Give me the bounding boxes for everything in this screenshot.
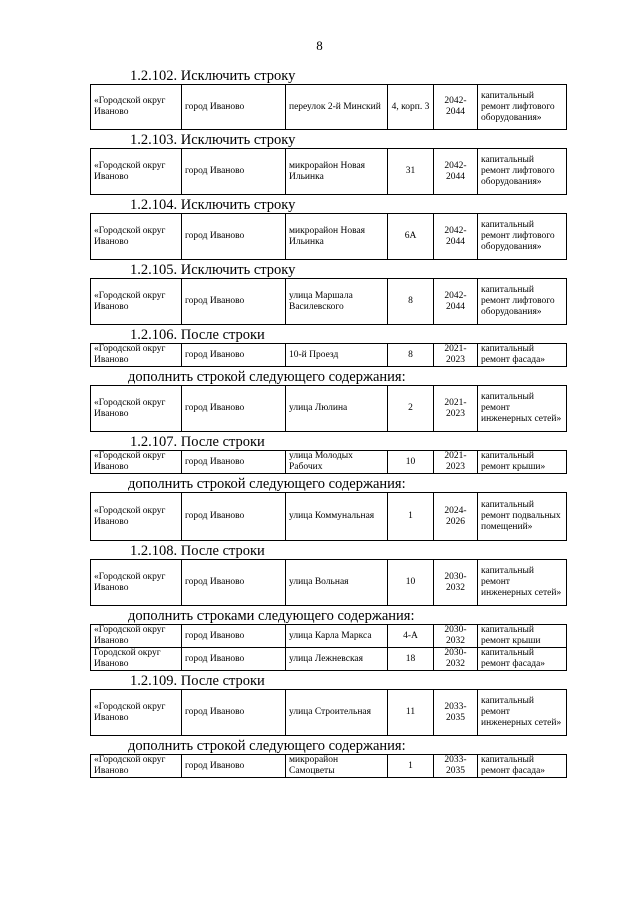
record-table xyxy=(90,754,567,778)
record-table xyxy=(90,624,567,671)
cell-house: 6А xyxy=(388,214,434,260)
cell-house: 18 xyxy=(388,648,434,671)
cell-street: микрорайон Новая Ильинка xyxy=(286,214,388,260)
cell-city: город Иваново xyxy=(182,493,286,541)
table-row xyxy=(91,149,567,195)
cell-city: город Иваново xyxy=(182,214,286,260)
cell-house: 4, корп. 3 xyxy=(388,85,434,130)
cell-street: улица Молодых Рабочих xyxy=(286,451,388,474)
page-number: 8 xyxy=(316,38,323,53)
section-heading: 1.2.105. Исключить строку xyxy=(130,262,296,278)
cell-years: 2042-2044 xyxy=(434,214,478,260)
cell-city: город Иваново xyxy=(182,85,286,130)
cell-street: микрорайон Самоцветы xyxy=(286,755,388,778)
table-row xyxy=(91,560,567,606)
append-heading: дополнить строкой следующего содержания: xyxy=(128,369,406,385)
section-heading: 1.2.107. После строки xyxy=(130,434,265,450)
cell-years: 2042-2044 xyxy=(434,149,478,195)
cell-district: «Городской округ Иваново xyxy=(91,755,182,778)
cell-district: «Городской округ Иваново xyxy=(91,386,182,432)
cell-work: капитальный ремонт фасада» xyxy=(478,648,567,671)
cell-city: город Иваново xyxy=(182,755,286,778)
section-heading: 1.2.103. Исключить строку xyxy=(130,132,296,148)
cell-house: 31 xyxy=(388,149,434,195)
cell-house: 4-А xyxy=(388,625,434,648)
cell-house: 8 xyxy=(388,344,434,367)
append-heading: дополнить строками следующего содержания: xyxy=(128,608,415,624)
cell-work: капитальный ремонт инженерных сетей» xyxy=(478,560,567,606)
cell-years: 2033-2035 xyxy=(434,755,478,778)
cell-street: улица Вольная xyxy=(286,560,388,606)
cell-house: 1 xyxy=(388,755,434,778)
record-table xyxy=(90,213,567,260)
table-row xyxy=(91,755,567,778)
cell-years: 2021-2023 xyxy=(434,344,478,367)
cell-work: капитальный ремонт фасада» xyxy=(478,344,567,367)
cell-work: капитальный ремонт лифтового оборудования» xyxy=(478,149,567,195)
cell-district: «Городской округ Иваново xyxy=(91,344,182,367)
table-row xyxy=(91,451,567,474)
cell-years: 2042-2044 xyxy=(434,279,478,325)
cell-street: микрорайон Новая Ильинка xyxy=(286,149,388,195)
record-table xyxy=(90,450,567,474)
cell-work: капитальный ремонт крыши xyxy=(478,625,567,648)
cell-years: 2033-2035 xyxy=(434,690,478,736)
cell-district: Городской округ Иваново xyxy=(91,648,182,671)
table-row xyxy=(91,279,567,325)
table-row xyxy=(91,386,567,432)
table-row xyxy=(91,85,567,130)
cell-city: город Иваново xyxy=(182,560,286,606)
cell-work: капитальный ремонт подвальных помещений» xyxy=(478,493,567,541)
cell-house: 10 xyxy=(388,560,434,606)
cell-years: 2021-2023 xyxy=(434,386,478,432)
record-table xyxy=(90,278,567,325)
record-table xyxy=(90,84,567,130)
section-heading: 1.2.106. После строки xyxy=(130,327,265,343)
cell-work: капитальный ремонт лифтового оборудования» xyxy=(478,85,567,130)
record-table xyxy=(90,385,567,432)
cell-city: город Иваново xyxy=(182,386,286,432)
cell-city: город Иваново xyxy=(182,451,286,474)
cell-street: улица Строительная xyxy=(286,690,388,736)
cell-work: капитальный ремонт крыши» xyxy=(478,451,567,474)
cell-street: улица Люлина xyxy=(286,386,388,432)
cell-house: 10 xyxy=(388,451,434,474)
cell-years: 2021-2023 xyxy=(434,451,478,474)
table-row xyxy=(91,690,567,736)
cell-street: переулок 2-й Минский xyxy=(286,85,388,130)
cell-city: город Иваново xyxy=(182,344,286,367)
table-row xyxy=(91,344,567,367)
cell-district: «Городской округ Иваново xyxy=(91,85,182,130)
cell-city: город Иваново xyxy=(182,648,286,671)
table-row xyxy=(91,648,567,671)
record-table xyxy=(90,492,567,541)
record-table xyxy=(90,689,567,736)
cell-work: капитальный ремонт инженерных сетей» xyxy=(478,690,567,736)
append-heading: дополнить строкой следующего содержания: xyxy=(128,738,406,754)
record-table xyxy=(90,343,567,367)
cell-work: капитальный ремонт фасада» xyxy=(478,755,567,778)
cell-district: «Городской округ Иваново xyxy=(91,149,182,195)
cell-work: капитальный ремонт лифтового оборудования» xyxy=(478,279,567,325)
document-body xyxy=(90,68,566,780)
record-table xyxy=(90,148,567,195)
cell-house: 1 xyxy=(388,493,434,541)
cell-house: 8 xyxy=(388,279,434,325)
section-heading: 1.2.108. После строки xyxy=(130,543,265,559)
cell-years: 2024-2026 xyxy=(434,493,478,541)
cell-city: город Иваново xyxy=(182,279,286,325)
cell-street: улица Лежневская xyxy=(286,648,388,671)
cell-street: улица Маршала Василевского xyxy=(286,279,388,325)
cell-house: 2 xyxy=(388,386,434,432)
record-table xyxy=(90,559,567,606)
cell-district: «Городской округ Иваново xyxy=(91,214,182,260)
cell-district: «Городской округ Иваново xyxy=(91,279,182,325)
cell-years: 2030-2032 xyxy=(434,648,478,671)
table-row xyxy=(91,493,567,541)
cell-years: 2030-2032 xyxy=(434,625,478,648)
section-heading: 1.2.104. Исключить строку xyxy=(130,197,296,213)
cell-street: улица Карла Маркса xyxy=(286,625,388,648)
cell-house: 11 xyxy=(388,690,434,736)
append-heading: дополнить строкой следующего содержания: xyxy=(128,476,406,492)
cell-years: 2042-2044 xyxy=(434,85,478,130)
table-row xyxy=(91,625,567,648)
cell-years: 2030-2032 xyxy=(434,560,478,606)
section-heading: 1.2.109. После строки xyxy=(130,673,265,689)
cell-district: «Городской округ Иваново xyxy=(91,451,182,474)
cell-city: город Иваново xyxy=(182,625,286,648)
cell-district: «Городской округ Иваново xyxy=(91,493,182,541)
cell-district: «Городской округ Иваново xyxy=(91,690,182,736)
cell-city: город Иваново xyxy=(182,690,286,736)
section-heading: 1.2.102. Исключить строку xyxy=(130,68,296,84)
cell-work: капитальный ремонт лифтового оборудования» xyxy=(478,214,567,260)
cell-district: «Городской округ Иваново xyxy=(91,625,182,648)
table-row xyxy=(91,214,567,260)
cell-street: улица Коммунальная xyxy=(286,493,388,541)
cell-street: 10-й Проезд xyxy=(286,344,388,367)
cell-district: «Городской округ Иваново xyxy=(91,560,182,606)
cell-work: капитальный ремонт инженерных сетей» xyxy=(478,386,567,432)
cell-city: город Иваново xyxy=(182,149,286,195)
